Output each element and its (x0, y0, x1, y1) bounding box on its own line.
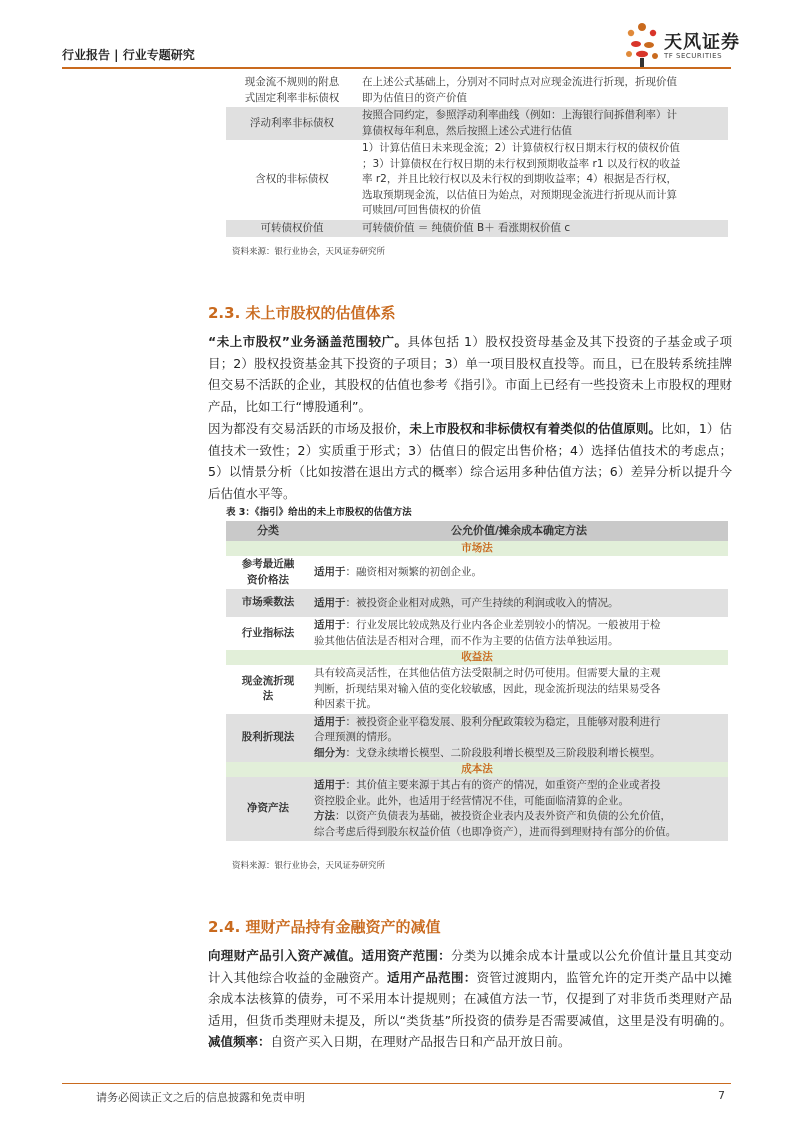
header-title: 行业报告 | 行业专题研究 (62, 48, 195, 62)
header-rule (62, 67, 731, 69)
method-name: 市场乘数法 (226, 589, 310, 617)
table-row (226, 556, 728, 589)
method-desc: 具有较高灵活性，在其他估值方法受限制之时仍可使用。但需要大量的主观 判断，折现结果对输入值的变化较敏感，因此，现金流折现法的结果易受各 种因素干扰。 (314, 667, 661, 710)
table1-source: 资料来源：银行业协会，天风证券研究所 (232, 247, 386, 257)
section24-paragraph-1: 向理财产品引入资产减值。适用资产范围：分类为以摊余成本计量或以公允价值计量且其变动计入其他综合收益的金融资产。适用产品范围：资管过渡期内，监管允许的定开类产品中以摊余成本法核算的债券，可不采用本计提规则；在减值方法一节，仅提到了对非货币类理财产品适用，但货币类理财未提及，所以“类货基”所投资的债券是否需要减值，这里是没有明确的。减值频率：自资产买入日期，在理财产品报告日和产品开放日前。 (208, 948, 732, 1050)
non-standard-debt-table (226, 74, 728, 237)
method-name: 现金流不规则的附息 式固定利率非标债权 (244, 76, 340, 104)
method-desc: 适用于：融资相对频繁的初创企业。 (314, 565, 482, 578)
column-header-method: 公允价值/摊余成本确定方法 (310, 521, 728, 541)
column-header-category: 分类 (226, 521, 310, 541)
method-name: 浮动利率非标债权 (226, 107, 358, 140)
table-header-row (226, 521, 728, 541)
page-number: 7 (718, 1089, 725, 1102)
table-row (226, 140, 728, 220)
method-desc: 适用于：其价值主要来源于其占有的资产的情况，如重资产型的企业或者投 资控股企业。此外，也适用于经营情况不佳，可能面临清算的企业。 方法：以资产负债表为基础，被投资企业表内及表外资产和负债的公允价值， 综合考虑后得到股东权益价值（也即净资产），进而得到理财持有部分的价值。 (310, 777, 728, 841)
table3-caption: 表 3：《指引》给出的未上市股权的估值方法 (226, 507, 412, 518)
section23-paragraph-1: “未上市股权”业务涵盖范围较广。具体包括 1）股权投资母基金及其下投资的子基金或子项目；2）股权投资基金其下投资的子项目；3）单一项目股权直投等。而且，已在股转系统挂牌但交易不活跃的企业，其股权的估值也参考《指引》。市面上已经有一些投资未上市股权的理财产品，比如工行“博股通利”。 (208, 334, 732, 414)
method-name: 可转债权价值 (226, 220, 358, 238)
method-name: 现金流折现 法 (241, 674, 295, 703)
logo-mark-icon (622, 22, 662, 68)
logo-subtext: TF SECURITIES (664, 52, 723, 60)
method-name: 净资产法 (226, 777, 310, 841)
equity-valuation-table (226, 521, 728, 841)
logo-text: 天风证券 (664, 32, 740, 53)
table-row (226, 777, 728, 841)
table-row (226, 617, 728, 650)
section-row-cost: 成本法 (226, 762, 728, 777)
method-desc: 适用于：被投资企业平稳发展、股利分配政策较为稳定，且能够对股利进行 合理预测的情形。 细分为：戈登永续增长模型、二阶段股利增长模型及三阶段股利增长模型。 (310, 714, 728, 763)
method-name: 行业指标法 (241, 626, 295, 639)
method-desc: 适用于：被投资企业相对成熟，可产生持续的利润或收入的情况。 (310, 589, 728, 617)
footer-rule (62, 1083, 731, 1084)
section23-paragraph-2: 因为都没有交易活跃的市场及报价，未上市股权和非标债权有着类似的估值原则。比如，1）估值技术一致性；2）实质重于形式；3）估值日的假定出售价格；4）选择估值技术的考虑点；5）以情景分析（比如按潜在退出方式的概率）综合运用多种估值方法；6）差异分析以提升今后估值水平等。 (208, 421, 732, 501)
method-desc: 适用于：行业发展比较成熟及行业内各企业差别较小的情况。一般被用于检 验其他估值法是否相对合理，而不作为主要的估值方法单独运用。 (314, 619, 661, 647)
company-logo (622, 22, 742, 72)
table-row (226, 589, 728, 617)
section-title-2-3: 2.3. 未上市股权的估值体系 (208, 304, 396, 322)
table-row (226, 665, 728, 714)
section-title-2-4: 2.4. 理财产品持有金融资产的减值 (208, 918, 441, 936)
table-row (226, 714, 728, 763)
method-name: 股利折现法 (226, 714, 310, 763)
table3-source: 资料来源：银行业协会，天风证券研究所 (232, 861, 386, 871)
table-row (226, 107, 728, 140)
method-desc: 可转债价值 ＝ 纯债价值 B＋ 看涨期权价值 c (358, 220, 728, 238)
footer-disclaimer: 请务必阅读正文之后的信息披露和免责申明 (96, 1091, 305, 1104)
method-desc: 按照合同约定，参照浮动利率曲线（例如：上海银行间拆借利率）计 算债权每年利息，然后按照上述公式进行估值 (358, 107, 728, 140)
method-name: 含权的非标债权 (255, 173, 329, 185)
section-row-market: 市场法 (226, 541, 728, 556)
method-name: 参考最近融 资价格法 (241, 558, 295, 586)
method-desc: 在上述公式基础上，分别对不同时点对应现金流进行折现，折现价值 即为估值日的资产价值 (362, 76, 677, 104)
section-row-income: 收益法 (226, 650, 728, 665)
table-row (226, 220, 728, 238)
method-desc: 1）计算估值日未来现金流；2）计算债权行权日期末行权的债权价值 ；3）计算债权在行权日期的未行权到预期收益率 r1 以及行权的收益 率 r2，并且比较行权以及未行权的到期收益率；4）根据是否行权， 选取预期现金流，以估值日为始点，对预期现金流进行折现从而计算 可赎回/可回售债权的价值 (362, 142, 681, 216)
table-row (226, 74, 728, 107)
